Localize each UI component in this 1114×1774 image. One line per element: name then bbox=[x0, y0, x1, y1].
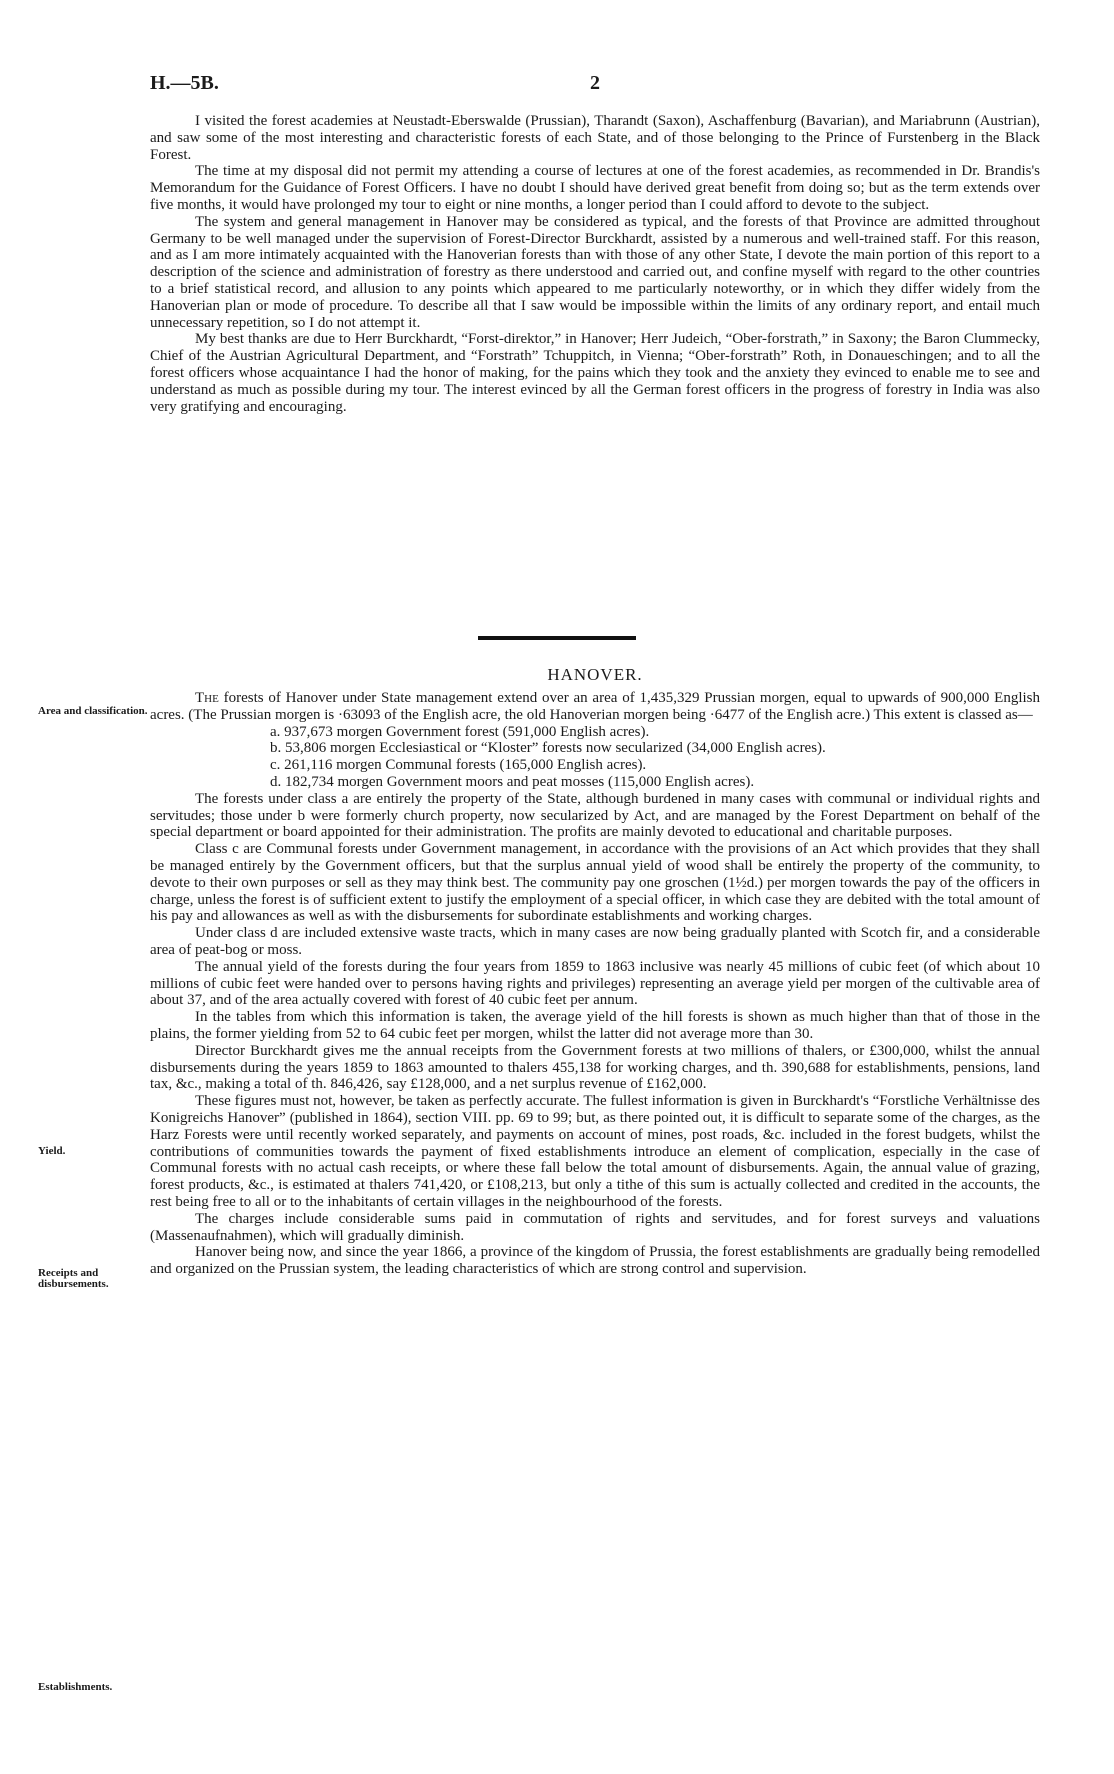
intro-paragraph: The time at my disposal did not permit my attending a course of lectures at one of the forest academies, as recommended in Dr. Brandis's Memorandum for the Guidance of Forest Officers. I have no doubt I should have derived great benefit from doing so; but as the term extends over five months, it would have prolonged my tour to eight or nine months, a longer period than I could afford to devote to the subject. bbox=[150, 163, 1040, 213]
section-paragraph: In the tables from which this information is taken, the average yield of the hill forests is shown as much higher than that of those in the plains, the former yielding from 52 to 64 cubic feet per morgen, whilst the latter did not average more than 30. bbox=[150, 1009, 1040, 1042]
section-divider bbox=[478, 636, 636, 640]
list-item: b. 53,806 morgen Ecclesiastical or “Kloster” forests now secularized (34,000 English acres). bbox=[270, 740, 826, 757]
sidenote-area-classification: Area and classification. bbox=[38, 705, 148, 717]
section-paragraph: Hanover being now, and since the year 1866, a province of the kingdom of Prussia, the forest establishments are gradually being remodelled and organized on the Prussian system, the leading characteristics of which are strong control and supervision. bbox=[150, 1244, 1040, 1278]
section-paragraph: The annual yield of the forests during the four years from 1859 to 1863 inclusive was nearly 45 millions of cubic feet (of which about 10 millions of cubic feet were handed over to persons having rights and privileges) representing an average yield per morgen of the cultivable area of about 37, and of the area actually covered with forest of 40 cubic feet per annum. bbox=[150, 958, 1040, 1009]
section-paragraph: These figures must not, however, be taken as perfectly accurate. The fullest information is given in Burckhardt's “Forstliche Verhältnisse des Konigreichs Hanover” (published in 1864), section VIII. pp. 69 to 99; but, as there pointed out, it is difficult to separate some of the charges, as the Harz Forests were until recently worked separately, and payments on account of mines, post roads, &c. included in the forest budgets, whilst the contributions of communities towards the payment of fixed establishments introduce an element of complication, especially in the case of Communal forests with no actual cash receipts, or where these fall below the total amount of disbursements. Again, the annual value of grazing, forest products, &c., is estimated at thalers 741,420, or £108,213, but only a tithe of this sum is actually collected and credited in the accounts, the rest being free to all or to the inhabitants of certain villages in the neighbourhood of the forests. bbox=[150, 1093, 1040, 1210]
section-paragraph: The charges include considerable sums paid in commutation of rights and servitudes, and for forest surveys and valuations (Massenaufnahmen), which will gradually diminish. bbox=[150, 1210, 1040, 1244]
section-paragraph: Director Burckhardt gives me the annual receipts from the Government forests at two millions of thalers, or £300,000, whilst the annual disbursements during the years 1859 to 1863 amounted to thalers 455,138 for working charges, and th. 390,688 for establishments, pensions, land tax, &c., making a total of th. 846,426, say £128,000, and a net surplus revenue of £162,000. bbox=[150, 1042, 1040, 1093]
report-reference: H.—5B. bbox=[150, 72, 219, 94]
section-paragraph: Under class d are included extensive waste tracts, which in many cases are now being gradually planted with Scotch fir, and a considerable area of peat-bog or moss. bbox=[150, 925, 1040, 958]
section-paragraph bbox=[150, 690, 1040, 724]
page-number: 2 bbox=[590, 72, 600, 94]
list-item: c. 261,116 morgen Communal forests (165,000 English acres). bbox=[270, 757, 647, 774]
paragraph-text: forests of Hanover under State management extend over an area of 1,435,329 Prussian morgen, equal to upwards of 900,000 English acres. (The Prussian morgen is ·63093 of the English acre, the old Hanoverian morgen being ·6477 of the English acre.) This extent is classed as— bbox=[150, 690, 1040, 723]
hanover-section bbox=[150, 690, 1040, 1278]
intro-text bbox=[150, 113, 1040, 415]
page-header bbox=[150, 72, 1040, 102]
sidenote-yield: Yield. bbox=[38, 1145, 66, 1157]
section-paragraph: Class c are Communal forests under Government management, in accordance with the provisions of an Act which provides that they shall be managed entirely by the Government officers, but that the surplus annual yield of wood shall be entirely the property of the community, to devote to their own purposes or sell as they may think best. The community pay one groschen (1½d.) per morgen towards the pay of the officers in charge, unless the forest is of sufficient extent to justify the employment of a special officer, in which case they are debited with the total amount of his pay and allowances as well as with the disbursements for subordinate establishments and working charges. bbox=[150, 841, 1040, 925]
list-item: a. 937,673 morgen Government forest (591,000 English acres). bbox=[270, 723, 650, 740]
section-title: HANOVER. bbox=[547, 665, 643, 684]
intro-paragraph: My best thanks are due to Herr Burckhardt, “Forst-direktor,” in Hanover; Herr Judeich, “Ober-forstrath,” in Saxony; the Baron Clummecky, Chief of the Austrian Agricultural Department, and “Forstrath” Tchuppitch, in Vienna; “Ober-forstrath” Roth, in Donaueschingen; and to all the forest officers whose acquaintance I had the honor of making, for the pains which they took and the anxiety they evinced to enable me to see and understand as much as possible during my tour. The interest evinced by all the German forest officers in the progress of forestry in India was also very gratifying and encouraging. bbox=[150, 331, 1040, 415]
section-paragraph: The forests under class a are entirely the property of the State, although burdened in many cases with communal or individual rights and servitudes; those under b were formerly church property, now secularized by Act, and are managed by the Forest Department on behalf of the special department or board appointed for their administration. The profits are mainly devoted to educational and charitable purposes. bbox=[150, 790, 1040, 841]
sidenote-receipts: Receipts and disbursements. bbox=[38, 1267, 109, 1290]
intro-paragraph: The system and general management in Hanover may be considered as typical, and the forests of that Province are admitted throughout Germany to be well managed under the supervision of Forest-Director Burckhardt, assisted by a numerous and well-trained staff. For this reason, and as I am more intimately acquainted with the Hanoverian forests than with those of any other State, I devote the main portion of this report to a description of the science and administration of forestry as there understood and carried out, and confine myself with regard to the other countries to a brief statistical record, and allusion to any points which appeared to me particularly noteworthy, or in which they differ widely from the Hanoverian plan or mode of procedure. To describe all that I saw would be impossible within the limits of any ordinary report, and entail much unnecessary repetition, so I do not attempt it. bbox=[150, 213, 1040, 331]
lead-word: The bbox=[195, 690, 219, 706]
list-item: d. 182,734 morgen Government moors and peat mosses (115,000 English acres). bbox=[270, 773, 755, 790]
sidenote-establishments: Establishments. bbox=[38, 1681, 113, 1693]
class-list bbox=[150, 724, 1040, 791]
intro-paragraph: I visited the forest academies at Neustadt-Eberswalde (Prussian), Tharandt (Saxon), Aschaffenburg (Bavarian), and Mariabrunn (Austrian), and saw some of the most interesting and characteristic forests of each State, and of those belonging to the Prince of Furstenberg in the Black Forest. bbox=[150, 113, 1040, 163]
